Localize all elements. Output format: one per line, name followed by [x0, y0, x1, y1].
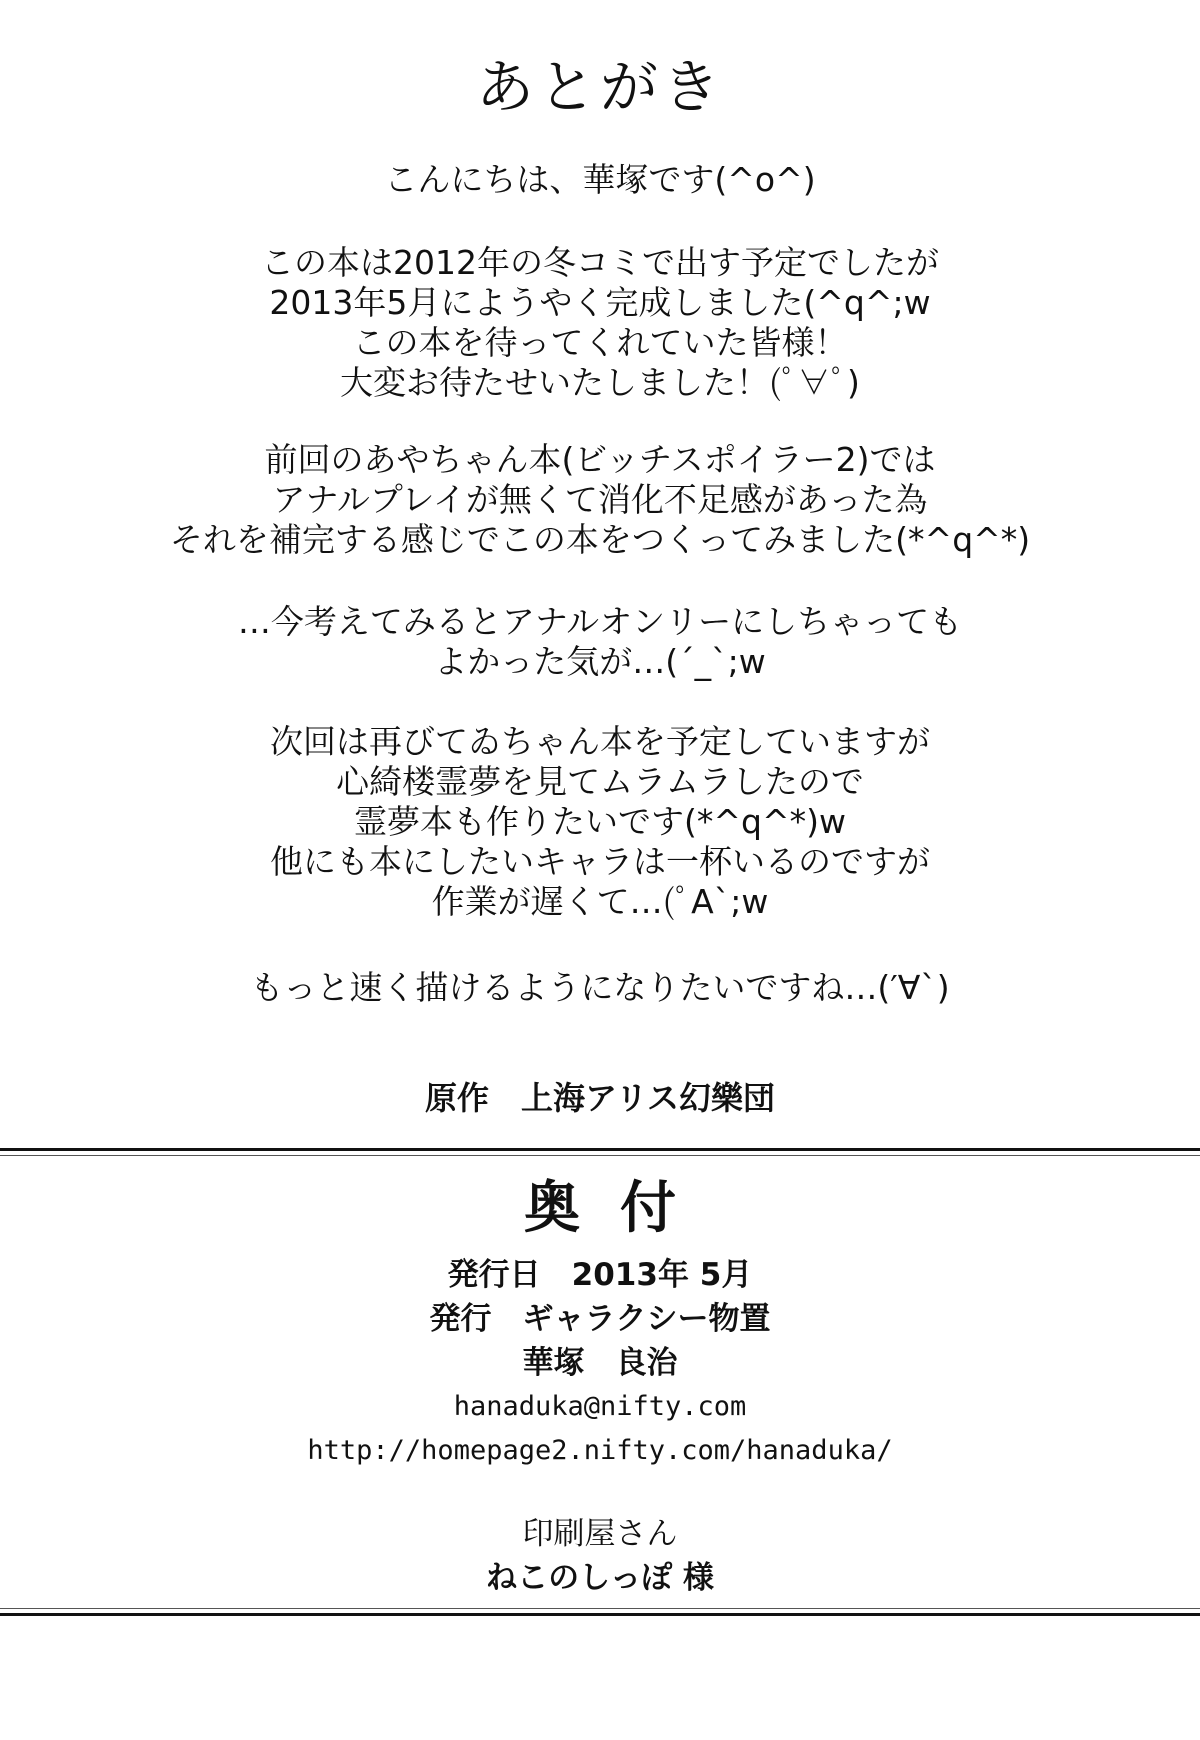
author-email: hanaduka@nifty.com [453, 1391, 747, 1422]
afterword-line: 作業が遅くて…(ﾟA`;w [431, 882, 769, 921]
afterword-paragraph-4 [0, 602, 1200, 682]
section-divider-bottom-thin [0, 1608, 1200, 1609]
afterword-line: この本は2012年の冬コミで出す予定でしたが [261, 243, 939, 282]
afterword-paragraph-6 [0, 968, 1200, 1008]
author-website: http://homepage2.nifty.com/hanaduka/ [307, 1435, 893, 1466]
afterword-line: こんにちは、華塚です(^o^) [384, 160, 816, 199]
publisher: 発行 ギャラクシー物置 [429, 1301, 771, 1337]
colophon-title: 奥付 [524, 1176, 716, 1241]
afterword-line: 2013年5月にようやく完成しました(^q^;w [269, 283, 931, 322]
section-divider-top [0, 1148, 1200, 1151]
colophon-block [0, 1253, 1200, 1473]
afterword-line: もっと速く描けるようになりたいですね…(′∀`) [250, 968, 950, 1007]
afterword-paragraph-3 [0, 440, 1200, 560]
printer-block [0, 1512, 1200, 1600]
publication-date: 発行日 2013年 5月 [447, 1257, 753, 1293]
printer-name: ねこのしっぽ 様 [486, 1560, 714, 1596]
afterword-line: この本を待ってくれていた皆様！ [352, 323, 848, 362]
author-name: 華塚 良治 [522, 1345, 678, 1381]
section-divider-bottom [0, 1613, 1200, 1616]
afterword-line: 心綺楼霊夢を見てムラムラしたので [336, 762, 864, 801]
afterword-line: 他にも本にしたいキャラは一杯いるのですが [270, 842, 930, 881]
afterword-title: あとがき [475, 53, 724, 121]
afterword-line: アナルプレイが無くて消化不足感があった為 [272, 480, 928, 519]
original-work-credit: 原作 上海アリス幻樂団 [424, 1079, 776, 1117]
afterword-line: それを補完する感じでこの本をつくってみました(*^q^*) [169, 520, 1031, 559]
afterword-line: 霊夢本も作りたいです(*^q^*)w [354, 802, 846, 841]
afterword-line: 大変お待たせいたしました！(ﾟ∀ﾟ) [340, 363, 860, 402]
printer-label: 印刷屋さん [522, 1516, 678, 1552]
afterword-paragraph-1 [0, 160, 1200, 200]
section-divider-top-thin [0, 1155, 1200, 1156]
afterword-paragraph-2 [0, 243, 1200, 403]
afterword-line: 次回は再びてゐちゃん本を予定していますが [270, 722, 930, 761]
afterword-line: …今考えてみるとアナルオンリーにしちゃっても [237, 602, 963, 641]
afterword-line: 前回のあやちゃん本(ビッチスポイラー2)では [264, 440, 936, 479]
afterword-paragraph-5 [0, 722, 1200, 922]
afterword-line: よかった気が…(´_`;w [434, 642, 766, 681]
